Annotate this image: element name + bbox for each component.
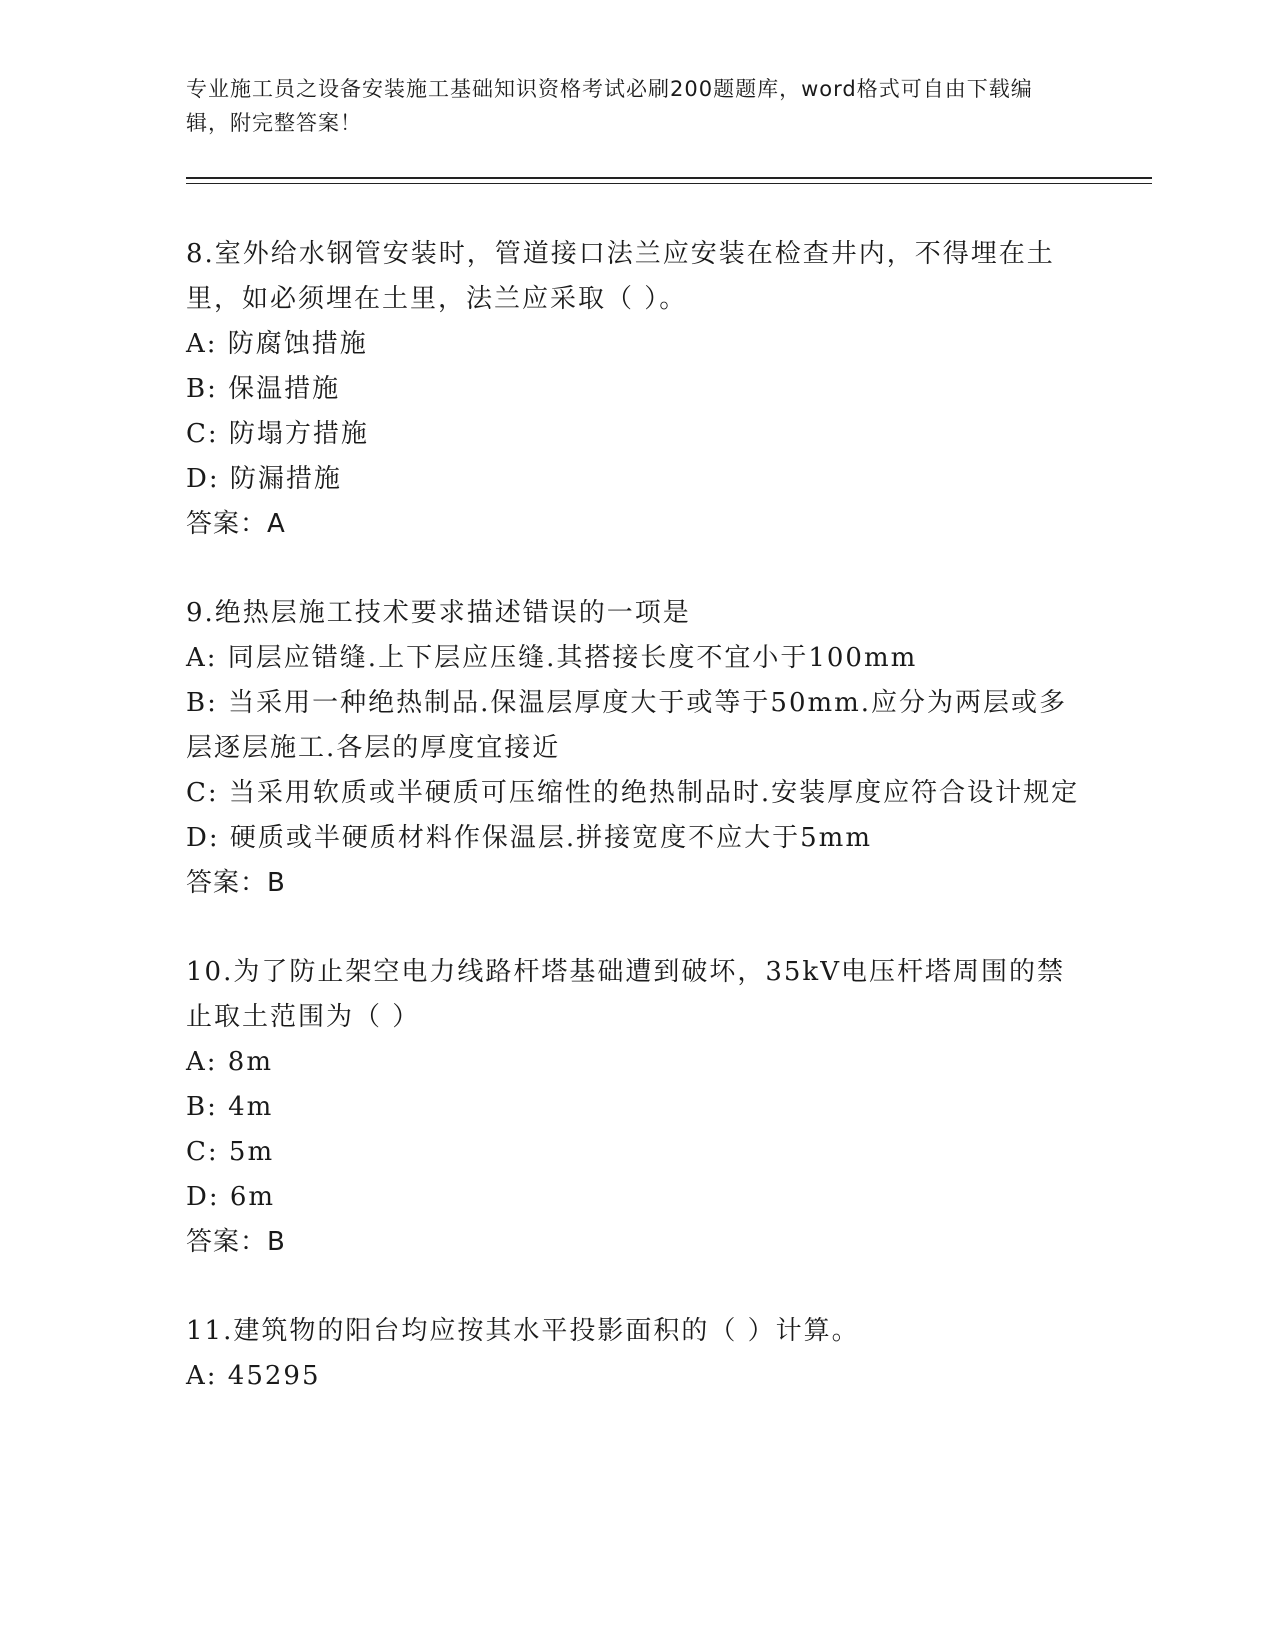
option-a: A: 45295 xyxy=(186,1361,321,1391)
header-divider-thin xyxy=(186,183,1152,184)
option-d: D: 硬质或半硬质材料作保温层.拼接宽度不应大于5mm xyxy=(186,823,872,853)
question-stem: 9.绝热层施工技术要求描述错误的一项是 xyxy=(186,598,691,628)
option-b: B: 4m xyxy=(186,1092,274,1122)
option-c: C: 当采用软质或半硬质可压缩性的绝热制品时.安装厚度应符合设计规定 xyxy=(186,778,1080,808)
option-a: A: 同层应错缝.上下层应压缝.其搭接长度不宜小于100mm xyxy=(186,643,918,673)
question-stem: 10.为了防止架空电力线路杆塔基础遭到破坏，35kV电压杆塔周围的禁止取土范围为（ ） xyxy=(186,957,1065,1032)
option-d: D: 6m xyxy=(186,1182,276,1212)
answer-line: 答案：A xyxy=(186,509,286,539)
answer-line: 答案：B xyxy=(186,1227,286,1257)
option-b: B: 当采用一种绝热制品.保温层厚度大于或等于50mm.应分为两层或多层逐层施工.各层的厚度宜接近 xyxy=(186,688,1068,763)
question-stem: 8.室外给水钢管安装时，管道接口法兰应安装在检查井内，不得埋在土里，如必须埋在土里，法兰应采取（ ）。 xyxy=(186,239,1055,314)
option-b: B: 保温措施 xyxy=(186,374,341,404)
question-8 xyxy=(186,232,1086,547)
question-10 xyxy=(186,950,1086,1265)
option-c: C: 防塌方措施 xyxy=(186,419,369,449)
question-11 xyxy=(186,1309,1086,1399)
question-stem: 11.建筑物的阳台均应按其水平投影面积的（ ）计算。 xyxy=(186,1316,860,1346)
option-d: D: 防漏措施 xyxy=(186,464,342,494)
question-9 xyxy=(186,591,1086,906)
option-a: A: 8m xyxy=(186,1047,273,1077)
header-divider-thick xyxy=(186,177,1152,179)
question-list xyxy=(186,232,1086,1443)
option-a: A: 防腐蚀措施 xyxy=(186,329,368,359)
document-header: 专业施工员之设备安装施工基础知识资格考试必刷200题题库，word格式可自由下载编辑，附完整答案！ xyxy=(186,77,1033,135)
option-c: C: 5m xyxy=(186,1137,275,1167)
answer-line: 答案：B xyxy=(186,868,286,898)
